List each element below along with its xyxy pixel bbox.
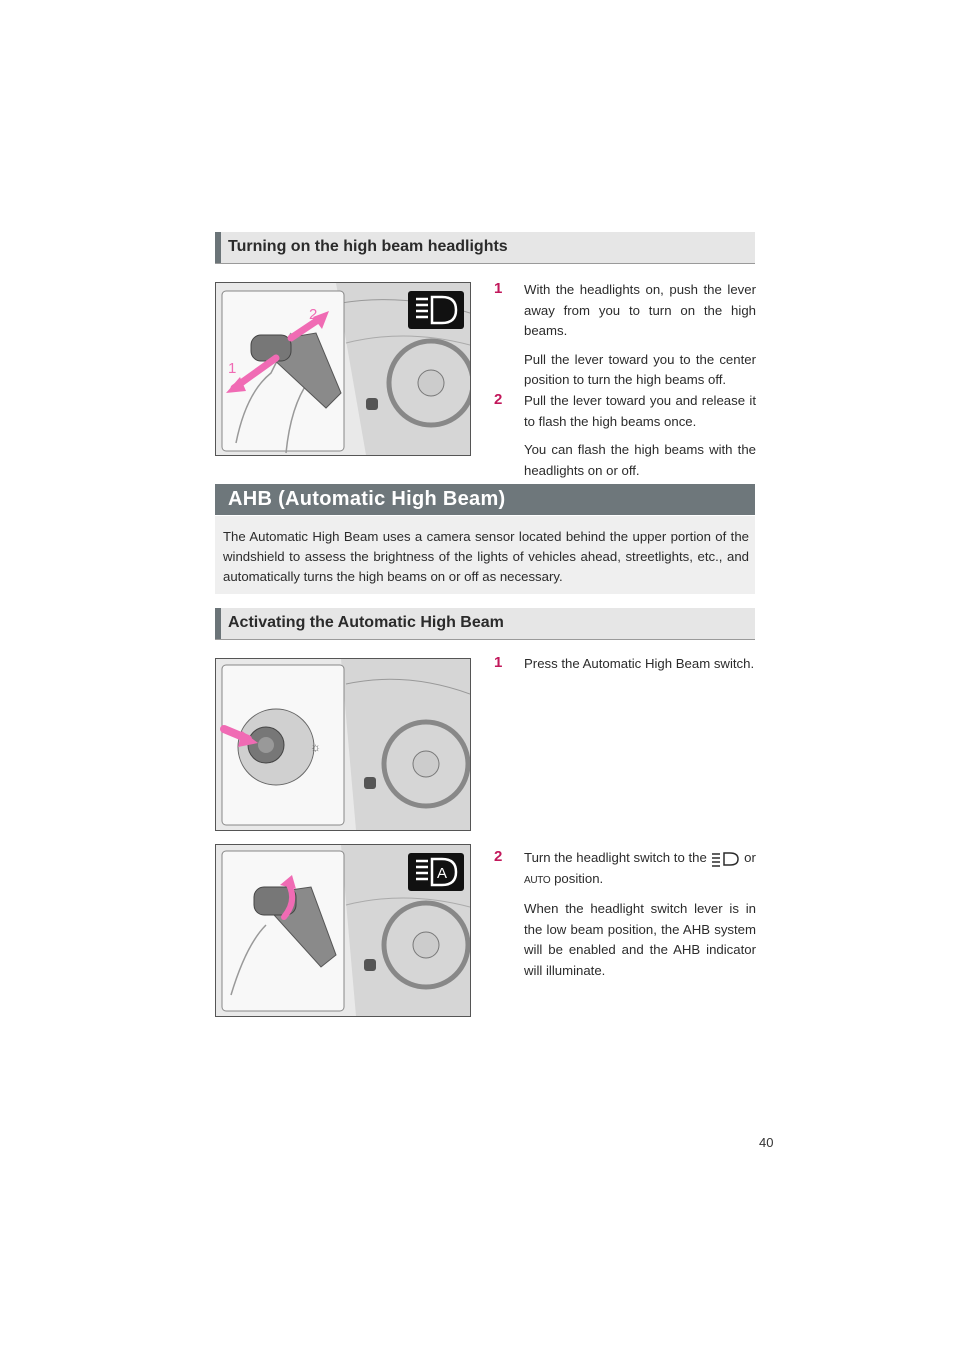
step-text: Press the Automatic High Beam switch. bbox=[524, 656, 755, 671]
arrow-label-1: 1 bbox=[228, 360, 237, 377]
section-heading-high-beam bbox=[215, 232, 755, 264]
step-number: 1 bbox=[494, 280, 503, 297]
ahb-intro-text: The Automatic High Beam uses a camera sensor located behind the upper portion of the windshield to assess the brightness of the lights of vehicles ahead, streetlights, etc., and automatically turns the high beams on or off as necessary. bbox=[223, 529, 749, 584]
section-heading-text: Activating the Automatic High Beam bbox=[228, 614, 504, 631]
step-text: Pull the lever toward you to the center position to turn the high beams off. bbox=[524, 351, 756, 387]
step-text: With the headlights on, push the lever away from you to turn on the high beams. bbox=[524, 282, 756, 338]
step-text: Pull the lever toward you and release it to flash the high beams once. bbox=[524, 393, 756, 429]
step-text: You can flash the high beams with the headlights on or off. bbox=[524, 442, 756, 478]
step-number: 2 bbox=[494, 391, 503, 408]
auto-position-label: AUTO bbox=[524, 874, 551, 886]
svg-text:☼: ☼ bbox=[310, 740, 321, 754]
step-flash-beams bbox=[494, 391, 756, 489]
step-text: Turn the headlight switch to the bbox=[524, 850, 707, 865]
section-heading-ahb bbox=[215, 484, 755, 515]
step-text: position. bbox=[554, 870, 604, 886]
step-turn-headlight-switch bbox=[494, 848, 756, 989]
figure-high-beam-lever bbox=[215, 282, 471, 456]
heading-accent-bar bbox=[215, 232, 221, 263]
ahb-intro-box bbox=[215, 516, 755, 594]
main-heading-text: AHB (Automatic High Beam) bbox=[228, 488, 506, 510]
step-number: 2 bbox=[494, 848, 503, 865]
arrow-label-2: 2 bbox=[309, 306, 318, 323]
step-press-ahb-switch bbox=[494, 654, 756, 683]
figure-headlight-switch bbox=[215, 844, 471, 1017]
figure-ahb-switch bbox=[215, 658, 471, 831]
page-number: 40 bbox=[759, 1135, 774, 1150]
section-heading-text: Turning on the high beam headlights bbox=[228, 238, 508, 255]
step-note: When the headlight switch lever is in the low beam position, the AHB system will be enabled and the AHB indicator will illuminate. bbox=[524, 901, 756, 978]
step-push-lever bbox=[494, 280, 756, 399]
headlight-on-icon bbox=[710, 851, 740, 867]
heading-accent-bar bbox=[215, 608, 221, 639]
section-heading-activating-ahb bbox=[215, 608, 755, 640]
svg-text:A: A bbox=[437, 865, 448, 882]
step-number: 1 bbox=[494, 654, 503, 671]
step-text-or: or bbox=[744, 850, 756, 865]
